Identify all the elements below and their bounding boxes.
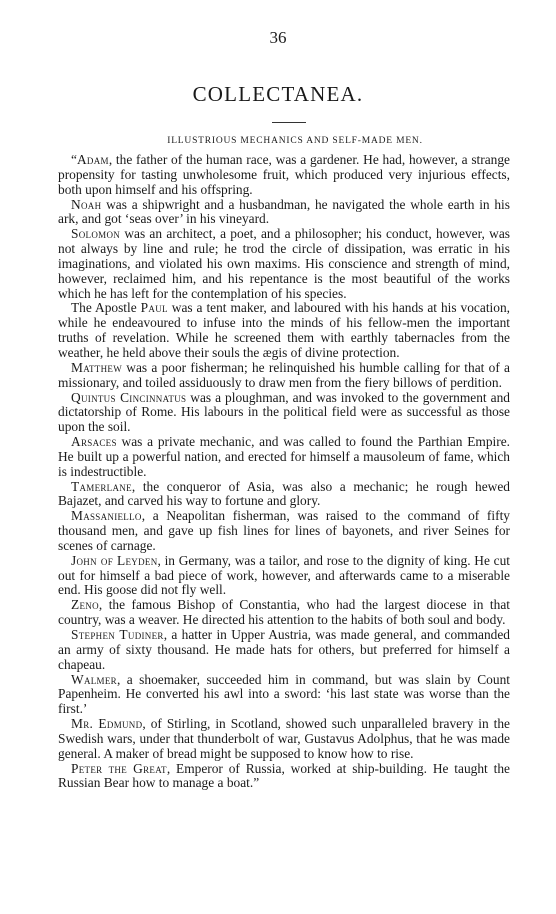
paragraph-stephen-tudiner: Stephen Tudiner, a hatter in Upper Austria, was made general, and commanded an army of sixty thousand. He made hats for others, but preferred for himself a chapeau. [58, 627, 510, 672]
person-name: Matthew [71, 359, 122, 375]
person-name: Arsaces [71, 434, 117, 450]
paragraph-tamerlane: Tamerlane, the conqueror of Asia, was also a mechanic; he rough hewed Bajazet, and carved his way to fortune and glory. [58, 478, 510, 509]
person-name: Solomon [71, 226, 121, 242]
paragraph-solomon: Solomon was an architect, a poet, and a philosopher; his conduct, however, was not always by line and rule; he trod the circle of dissipation, was erratic in his imaginations, and violated his own maxims. His conscience and strength of mind, however, reclaimed him, and his repentance is the most beautiful of the works which he has left for the contemplation of his species. [58, 226, 510, 301]
paragraph-matthew: Matthew was a poor fisherman; he relinquished his humble calling for that of a missionary, and toiled assiduously to draw men from the fiery billows of perdition. [58, 359, 510, 390]
page-number: 36 [269, 28, 287, 47]
person-name: John of Leyden [71, 552, 158, 568]
person-name: Tamerlane [71, 478, 132, 494]
paragraph-paul: The Apostle Paul was a tent maker, and laboured with his hands at his vocation, while he endeavoured to infuse into the minds of his fellow-men the important truths of revelation. While he screened them with earthly tabernacles from the weather, he held above their souls the ægis of divine protection. [58, 300, 511, 360]
person-name: Peter the Great [71, 760, 167, 776]
paragraph-noah: Noah was a shipwright and a husbandman, he navigated the whole earth in his ark, and got ‘seas over’ in his vineyard. [58, 196, 510, 227]
person-name: Mr. Edmund [71, 716, 143, 732]
article-body [58, 153, 510, 791]
person-name: Zeno [71, 597, 99, 613]
person-name: Massaniello [71, 508, 142, 524]
paragraph-adam: “Adam, the father of the human race, was a gardener. He had, however, a strange propensity for tasting unwholesome fruit, which produced very injurious effects, both upon himself and his offspring. [58, 152, 510, 197]
page-title: COLLECTANEA. [192, 82, 364, 106]
person-name: Quintus Cincinnatus [71, 389, 187, 405]
paragraph-zeno: Zeno, the famous Bishop of Constantia, who had the largest diocese in that country, was a weaver. He directed his attention to the habits of both soul and body. [58, 597, 510, 628]
paragraph-massaniello: Massaniello, a Neapolitan fisherman, was raised to the command of fifty thousand men, and gave up fish lines for lines of bayonets, and river Seines for scenes of carnage. [58, 508, 510, 553]
paragraph-peter-the-great: Peter the Great, Emperor of Russia, worked at ship-building. He taught the Russian Bear how to manage a boat.” [58, 760, 510, 791]
paragraph-mr-edmund: Mr. Edmund, of Stirling, in Scotland, showed such unparalleled bravery in the Swedish wars, under that thunderbolt of war, Gustavus Adolphus, that he was made general. A maker of bread might be supposed to know how to rise. [58, 716, 510, 761]
person-name: Stephen Tudiner [71, 627, 164, 642]
title-divider [272, 122, 306, 123]
section-subtitle: ILLUSTRIOUS MECHANICS AND SELF-MADE MEN. [167, 136, 423, 146]
person-name: Noah [71, 196, 102, 212]
paragraph-walmer: Walmer, a shoemaker, succeeded him in command, but was slain by Count Papenheim. He converted his awl into a sword: ‘his last state was worse than the first.’ [58, 671, 510, 717]
paragraph-arsaces: Arsaces was a private mechanic, and was called to found the Parthian Empire. He built up a powerful nation, and erected for himself a mausoleum of fame, which is indestructible. [58, 434, 510, 479]
paragraph-cincinnatus: Quintus Cincinnatus was a ploughman, and was invoked to the government and dictatorship of Rome. His labours in the political field were as successful as those upon the soil. [58, 389, 510, 435]
person-name: Walmer [71, 671, 117, 687]
person-name: Paul [140, 300, 168, 316]
person-name: Adam [76, 152, 109, 167]
paragraph-john-of-leyden: John of Leyden, in Germany, was a tailor, and rose to the dignity of king. He cut out for himself a bad piece of work, however, and afterwards came to a miserable end. His goose did not fly well. [58, 552, 510, 598]
